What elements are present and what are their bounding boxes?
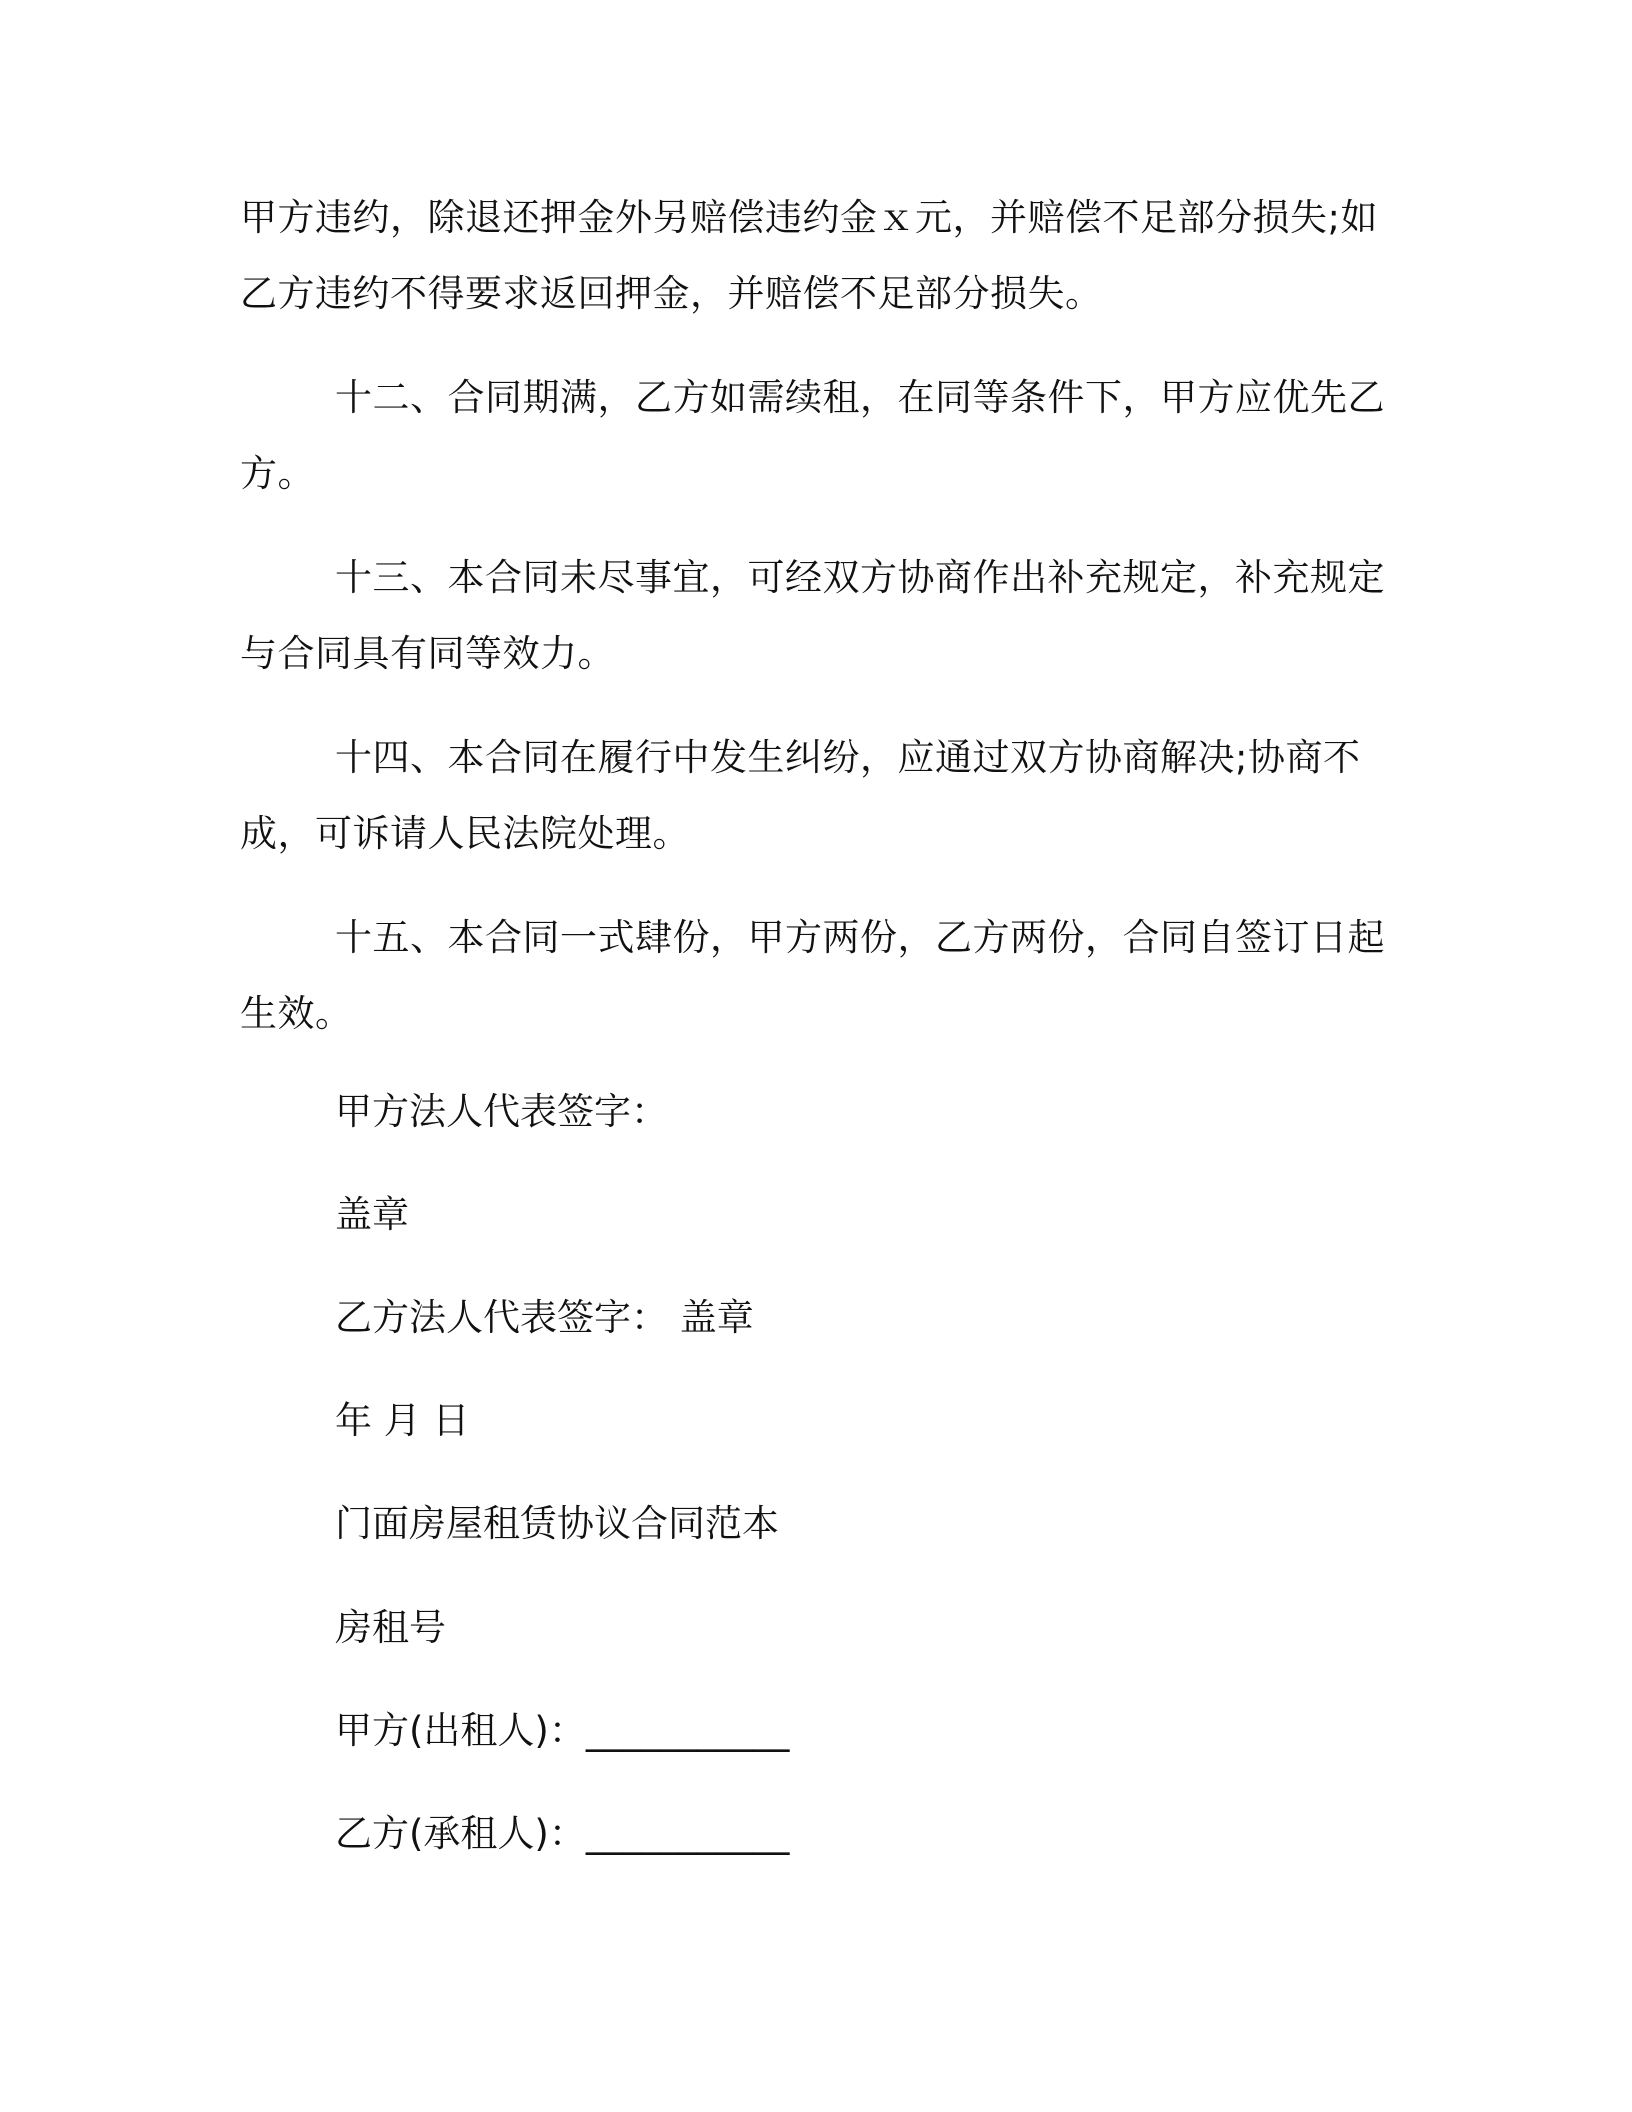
party-a-lessor-line: 甲方(出租人)：___________ [335,1709,790,1752]
paragraph-clause-14: 十四、本合同在履行中发生纠纷，应通过双方协商解决;协商不成，可诉请人民法院处理。 [240,736,1361,855]
paragraph-clause-13: 十三、本合同未尽事宜，可经双方协商作出补充规定，补充规定与合同具有同等效力。 [240,556,1385,675]
party-a-signature-line: 甲方法人代表签字： [335,1090,668,1133]
paragraph-breach-clause: 甲方违约，除退还押金外另赔偿违约金ｘ元，并赔偿不足部分损失;如乙方违约不得要求返回押金，并赔偿不足部分损失。 [240,196,1378,315]
party-a-seal-line: 盖章 [335,1193,409,1236]
date-line: 年 月 日 [335,1399,470,1442]
paragraph-clause-12: 十二、合同期满，乙方如需续租，在同等条件下，甲方应优先乙方。 [240,376,1385,495]
rent-number-line: 房租号 [335,1606,446,1649]
paragraph-clause-15: 十五、本合同一式肆份，甲方两份，乙方两份，合同自签订日起生效。 [240,916,1385,1035]
section-title: 门面房屋租赁协议合同范本 [335,1502,779,1545]
party-b-signature-line: 乙方法人代表签字： 盖章 [335,1296,754,1339]
party-b-lessee-line: 乙方(承租人)：___________ [335,1812,790,1855]
